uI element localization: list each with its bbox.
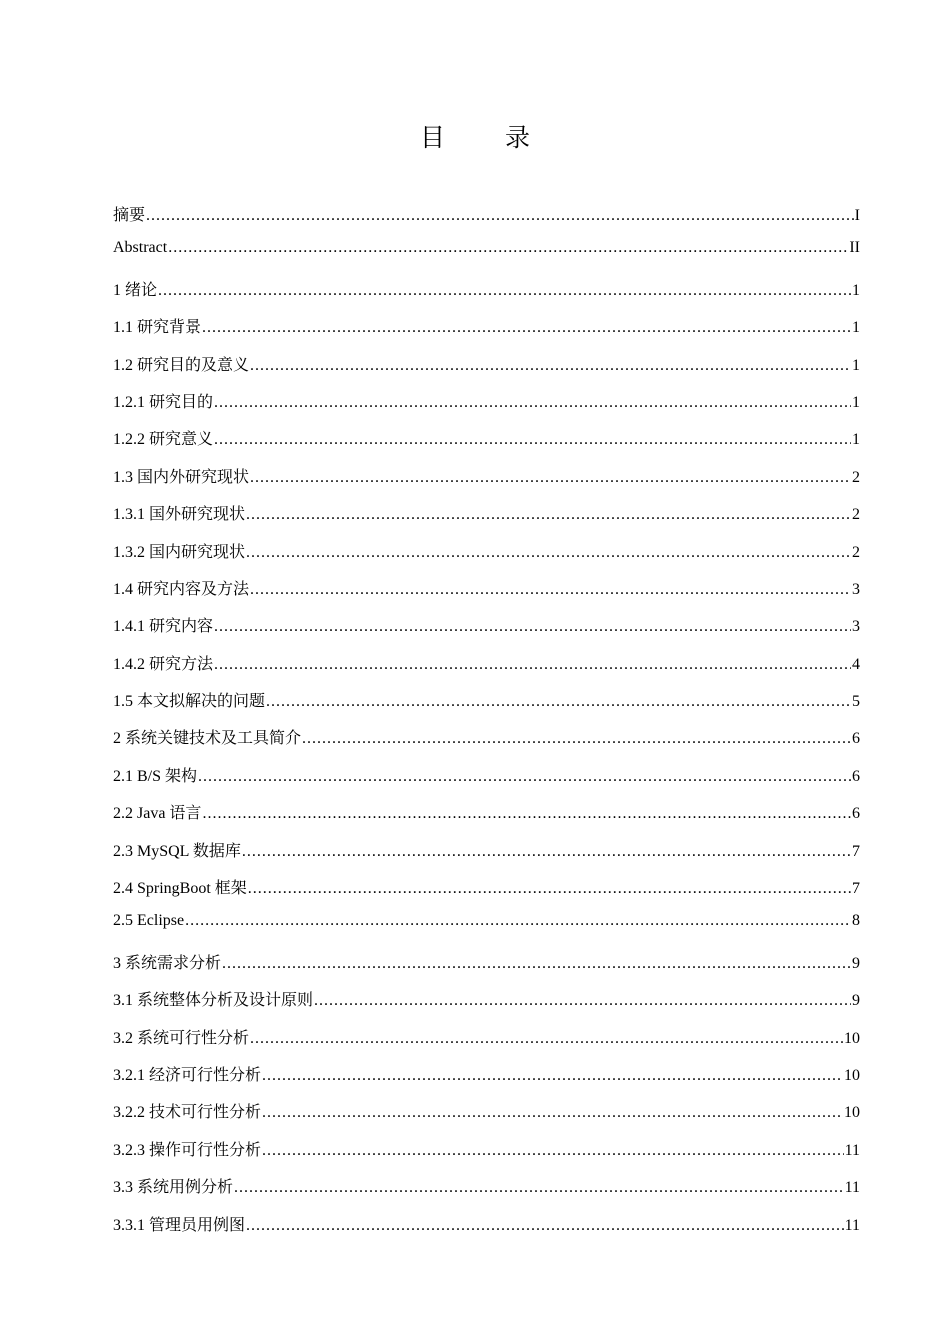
toc-entry-label: 3.2.1 经济可行性分析 xyxy=(113,1066,262,1084)
toc-entry[interactable] xyxy=(113,352,860,389)
toc-entry-label: 3.2 系统可行性分析 xyxy=(113,1029,250,1047)
toc-entry-label: 2.2 Java 语言 xyxy=(113,805,202,823)
toc-entry[interactable] xyxy=(113,539,860,576)
toc-entry-page-number: 11 xyxy=(844,1141,860,1159)
toc-entry-label: 1.2.1 研究目的 xyxy=(113,393,214,411)
toc-leader-dots xyxy=(246,1217,844,1235)
toc-entry[interactable] xyxy=(113,1099,860,1136)
toc-entry-page-number: II xyxy=(849,239,860,257)
toc-leader-dots xyxy=(214,656,851,674)
toc-leader-dots xyxy=(250,1030,843,1048)
toc-leader-dots xyxy=(185,912,851,930)
toc-entry[interactable] xyxy=(113,987,860,1024)
toc-leader-dots xyxy=(266,693,851,711)
toc-entry-page-number: 7 xyxy=(852,842,860,860)
toc-entry-page-number: 1 xyxy=(852,319,860,337)
toc-entry[interactable] xyxy=(113,613,860,650)
toc-entry[interactable] xyxy=(113,1212,860,1249)
toc-entry-page-number: 3 xyxy=(852,618,860,636)
toc-entry-label: Abstract xyxy=(113,239,168,257)
toc-entry-label: 1 绪论 xyxy=(113,281,158,299)
toc-leader-dots xyxy=(222,955,851,973)
toc-entry-label: 1.4.1 研究内容 xyxy=(113,618,214,636)
toc-entry[interactable] xyxy=(113,651,860,688)
toc-leader-dots xyxy=(234,1179,844,1197)
toc-entry-label: 2 系统关键技术及工具简介 xyxy=(113,730,302,748)
toc-entry-page-number: 10 xyxy=(844,1029,860,1047)
toc-entry-label: 1.1 研究背景 xyxy=(113,319,202,337)
toc-entry[interactable] xyxy=(113,1137,860,1174)
toc-entry-page-number: 2 xyxy=(852,506,860,524)
toc-entry-page-number: 5 xyxy=(852,693,860,711)
toc-entry-label: 2.1 B/S 架构 xyxy=(113,767,198,785)
toc-entry-page-number: 7 xyxy=(852,880,860,898)
toc-entry-label: 3.2.3 操作可行性分析 xyxy=(113,1141,262,1159)
toc-entry-label: 1.3.2 国内研究现状 xyxy=(113,543,246,561)
toc-entry[interactable] xyxy=(113,501,860,538)
toc-entry-page-number: 9 xyxy=(852,954,860,972)
toc-entry-label: 3.3 系统用例分析 xyxy=(113,1179,234,1197)
toc-entry-label: 1.5 本文拟解决的问题 xyxy=(113,693,266,711)
toc-entry[interactable] xyxy=(113,725,860,762)
toc-entry-page-number: 1 xyxy=(852,431,860,449)
toc-entry[interactable] xyxy=(113,389,860,426)
toc-leader-dots xyxy=(248,880,851,898)
toc-entry-label: 3 系统需求分析 xyxy=(113,954,222,972)
toc-entry[interactable] xyxy=(113,277,860,314)
toc-entry-label: 1.2.2 研究意义 xyxy=(113,431,214,449)
toc-leader-dots xyxy=(262,1142,844,1160)
toc-leader-dots xyxy=(246,506,851,524)
toc-leader-dots xyxy=(214,618,851,636)
toc-entry-label: 2.4 SpringBoot 框架 xyxy=(113,880,247,898)
toc-leader-dots xyxy=(146,207,854,225)
toc-entry-page-number: 2 xyxy=(852,468,860,486)
toc-entry-page-number: 6 xyxy=(852,805,860,823)
toc-leader-dots xyxy=(214,394,851,412)
toc-entry-page-number: 1 xyxy=(852,281,860,299)
toc-leader-dots xyxy=(302,730,851,748)
toc-entry[interactable] xyxy=(113,1174,860,1211)
toc-entry-page-number: 6 xyxy=(852,767,860,785)
toc-entry[interactable] xyxy=(113,688,860,725)
toc-leader-dots xyxy=(262,1104,843,1122)
toc-entry-label: 3.2.2 技术可行性分析 xyxy=(113,1104,262,1122)
toc-entry-page-number: 6 xyxy=(852,730,860,748)
toc-entry[interactable] xyxy=(113,314,860,351)
toc-entry-label: 3.1 系统整体分析及设计原则 xyxy=(113,992,314,1010)
toc-entry-label: 1.3 国内外研究现状 xyxy=(113,468,250,486)
toc-entry-page-number: 10 xyxy=(844,1066,860,1084)
toc-entry-label: 摘要 xyxy=(113,207,146,224)
toc-entry[interactable] xyxy=(113,838,860,875)
toc-entry-label: 2.5 Eclipse xyxy=(113,912,185,930)
toc-entry-label: 3.3.1 管理员用例图 xyxy=(113,1216,246,1234)
toc-leader-dots xyxy=(246,544,851,562)
toc-entry-label: 1.2 研究目的及意义 xyxy=(113,356,250,374)
toc-entry-page-number: 10 xyxy=(844,1104,860,1122)
toc-entry[interactable] xyxy=(113,576,860,613)
toc-entry[interactable] xyxy=(113,763,860,800)
toc-list xyxy=(113,202,860,1249)
toc-entry[interactable] xyxy=(113,426,860,463)
toc-entry-page-number: 3 xyxy=(852,580,860,598)
page-title: 目 录 xyxy=(420,123,556,152)
toc-entry[interactable] xyxy=(113,950,860,987)
toc-leader-dots xyxy=(250,357,851,375)
toc-leader-dots xyxy=(314,992,851,1010)
toc-entry[interactable] xyxy=(113,202,860,239)
toc-entry-page-number: 8 xyxy=(852,912,860,930)
toc-leader-dots xyxy=(262,1067,843,1085)
toc-leader-dots xyxy=(250,581,851,599)
toc-entry-page-number: 1 xyxy=(852,356,860,374)
toc-entry-page-number: 1 xyxy=(852,393,860,411)
toc-entry-page-number: 4 xyxy=(852,655,860,673)
toc-entry[interactable] xyxy=(113,464,860,501)
toc-leader-dots xyxy=(168,239,848,257)
toc-entry-page-number: 11 xyxy=(844,1179,860,1197)
toc-entry-label: 1.4.2 研究方法 xyxy=(113,655,214,673)
toc-entry[interactable] xyxy=(113,912,860,949)
toc-entry[interactable] xyxy=(113,1025,860,1062)
toc-entry[interactable] xyxy=(113,800,860,837)
toc-entry-page-number: I xyxy=(854,207,860,224)
toc-entry-page-number: 11 xyxy=(844,1216,860,1234)
toc-entry-page-number: 9 xyxy=(852,992,860,1010)
toc-entry-label: 2.3 MySQL 数据库 xyxy=(113,842,241,860)
toc-entry-page-number: 2 xyxy=(852,543,860,561)
toc-leader-dots xyxy=(242,843,851,861)
toc-leader-dots xyxy=(198,768,851,786)
toc-entry-label: 1.4 研究内容及方法 xyxy=(113,580,250,598)
toc-entry[interactable] xyxy=(113,875,860,912)
toc-leader-dots xyxy=(250,469,851,487)
toc-leader-dots xyxy=(214,431,851,449)
toc-entry[interactable] xyxy=(113,1062,860,1099)
toc-entry[interactable] xyxy=(113,239,860,276)
toc-leader-dots xyxy=(202,805,851,823)
toc-entry-label: 1.3.1 国外研究现状 xyxy=(113,506,246,524)
toc-leader-dots xyxy=(158,282,851,300)
toc-leader-dots xyxy=(202,319,851,337)
